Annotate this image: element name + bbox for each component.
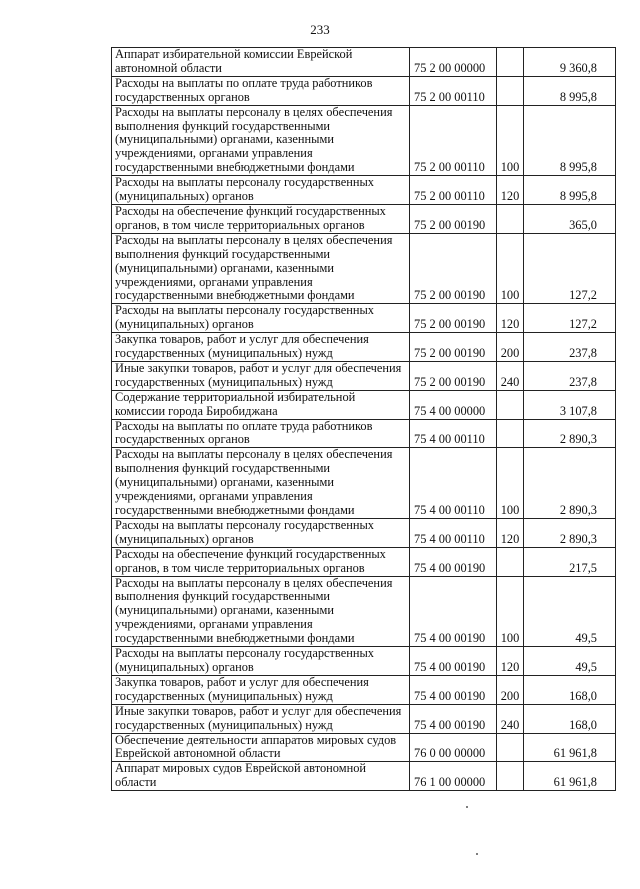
row-name-cell: Расходы на обеспечение функций государственных органов, в том числе территориальных органов <box>112 204 410 233</box>
row-code-cell: 75 2 00 00110 <box>410 76 497 105</box>
table-row <box>112 390 616 419</box>
row-amount-cell: 217,5 <box>524 547 616 576</box>
row-expense-type-cell: 120 <box>497 647 524 676</box>
row-name-cell: Расходы на выплаты персоналу в целях обеспечения выполнения функций государственными (муниципальными) органами, казенными учреждениями, органами управления государственными внебюджетными фондами <box>112 233 410 304</box>
row-expense-type-cell <box>497 547 524 576</box>
row-amount-cell: 8 995,8 <box>524 76 616 105</box>
row-expense-type-cell: 100 <box>497 105 524 176</box>
row-amount-cell: 237,8 <box>524 333 616 362</box>
table-row <box>112 762 616 791</box>
table-row <box>112 675 616 704</box>
row-expense-type-cell <box>497 48 524 77</box>
row-code-cell: 75 4 00 00110 <box>410 419 497 448</box>
row-amount-cell: 2 890,3 <box>524 419 616 448</box>
row-expense-type-cell: 200 <box>497 675 524 704</box>
row-amount-cell: 127,2 <box>524 233 616 304</box>
row-amount-cell: 61 961,8 <box>524 762 616 791</box>
row-amount-cell: 365,0 <box>524 204 616 233</box>
row-name-cell: Расходы на выплаты персоналу в целях обеспечения выполнения функций государственными (муниципальными) органами, казенными учреждениями, органами управления государственными внебюджетными фондами <box>112 576 410 647</box>
row-code-cell: 75 4 00 00190 <box>410 647 497 676</box>
row-code-cell: 75 2 00 00190 <box>410 304 497 333</box>
row-amount-cell: 2 890,3 <box>524 448 616 519</box>
row-code-cell: 75 2 00 00110 <box>410 105 497 176</box>
row-code-cell: 75 4 00 00190 <box>410 675 497 704</box>
budget-table <box>111 47 616 791</box>
row-code-cell: 75 2 00 00190 <box>410 233 497 304</box>
row-expense-type-cell: 100 <box>497 233 524 304</box>
row-expense-type-cell <box>497 204 524 233</box>
row-code-cell: 75 2 00 00190 <box>410 204 497 233</box>
row-expense-type-cell: 120 <box>497 518 524 547</box>
row-amount-cell: 49,5 <box>524 647 616 676</box>
table-row <box>112 233 616 304</box>
row-name-cell: Расходы на выплаты по оплате труда работников государственных органов <box>112 76 410 105</box>
row-amount-cell: 168,0 <box>524 704 616 733</box>
row-expense-type-cell: 120 <box>497 176 524 205</box>
table-row <box>112 333 616 362</box>
row-amount-cell: 237,8 <box>524 361 616 390</box>
scan-speck <box>476 853 478 855</box>
row-name-cell: Расходы на выплаты персоналу государственных (муниципальных) органов <box>112 176 410 205</box>
row-name-cell: Расходы на выплаты персоналу государственных (муниципальных) органов <box>112 304 410 333</box>
row-code-cell: 76 1 00 00000 <box>410 762 497 791</box>
row-expense-type-cell <box>497 419 524 448</box>
row-amount-cell: 2 890,3 <box>524 518 616 547</box>
row-amount-cell: 9 360,8 <box>524 48 616 77</box>
row-expense-type-cell: 240 <box>497 361 524 390</box>
table-row <box>112 48 616 77</box>
row-name-cell: Расходы на выплаты персоналу в целях обеспечения выполнения функций государственными (муниципальными) органами, казенными учреждениями, органами управления государственными внебюджетными фондами <box>112 105 410 176</box>
row-name-cell: Расходы на выплаты персоналу в целях обеспечения выполнения функций государственными (муниципальными) органами, казенными учреждениями, органами управления государственными внебюджетными фондами <box>112 448 410 519</box>
budget-table-body <box>112 48 616 791</box>
table-row <box>112 76 616 105</box>
table-row <box>112 733 616 762</box>
row-code-cell: 76 0 00 00000 <box>410 733 497 762</box>
row-expense-type-cell: 200 <box>497 333 524 362</box>
table-row <box>112 547 616 576</box>
row-name-cell: Расходы на выплаты персоналу государственных (муниципальных) органов <box>112 518 410 547</box>
row-code-cell: 75 4 00 00190 <box>410 576 497 647</box>
row-name-cell: Расходы на выплаты по оплате труда работников государственных органов <box>112 419 410 448</box>
row-code-cell: 75 4 00 00000 <box>410 390 497 419</box>
row-code-cell: 75 4 00 00190 <box>410 547 497 576</box>
row-code-cell: 75 4 00 00110 <box>410 518 497 547</box>
row-expense-type-cell <box>497 733 524 762</box>
row-amount-cell: 49,5 <box>524 576 616 647</box>
row-expense-type-cell: 100 <box>497 576 524 647</box>
row-name-cell: Закупка товаров, работ и услуг для обеспечения государственных (муниципальных) нужд <box>112 333 410 362</box>
row-name-cell: Содержание территориальной избирательной комиссии города Биробиджана <box>112 390 410 419</box>
row-name-cell: Закупка товаров, работ и услуг для обеспечения государственных (муниципальных) нужд <box>112 675 410 704</box>
table-row <box>112 419 616 448</box>
row-name-cell: Иные закупки товаров, работ и услуг для обеспечения государственных (муниципальных) нужд <box>112 704 410 733</box>
row-expense-type-cell <box>497 390 524 419</box>
table-row <box>112 518 616 547</box>
row-name-cell: Обеспечение деятельности аппаратов мировых судов Еврейской автономной области <box>112 733 410 762</box>
row-amount-cell: 61 961,8 <box>524 733 616 762</box>
row-code-cell: 75 4 00 00110 <box>410 448 497 519</box>
row-code-cell: 75 2 00 00110 <box>410 176 497 205</box>
row-code-cell: 75 2 00 00190 <box>410 333 497 362</box>
row-amount-cell: 127,2 <box>524 304 616 333</box>
page-number: 233 <box>310 22 330 37</box>
row-amount-cell: 8 995,8 <box>524 105 616 176</box>
table-row <box>112 448 616 519</box>
row-code-cell: 75 2 00 00190 <box>410 361 497 390</box>
scan-speck <box>466 806 468 808</box>
row-expense-type-cell: 240 <box>497 704 524 733</box>
row-amount-cell: 8 995,8 <box>524 176 616 205</box>
row-name-cell: Аппарат мировых судов Еврейской автономной области <box>112 762 410 791</box>
row-amount-cell: 168,0 <box>524 675 616 704</box>
table-row <box>112 576 616 647</box>
table-row <box>112 361 616 390</box>
row-amount-cell: 3 107,8 <box>524 390 616 419</box>
row-code-cell: 75 2 00 00000 <box>410 48 497 77</box>
table-row <box>112 647 616 676</box>
row-name-cell: Расходы на обеспечение функций государственных органов, в том числе территориальных органов <box>112 547 410 576</box>
table-row <box>112 704 616 733</box>
table-row <box>112 304 616 333</box>
table-row <box>112 176 616 205</box>
row-name-cell: Аппарат избирательной комиссии Еврейской автономной области <box>112 48 410 77</box>
row-expense-type-cell <box>497 762 524 791</box>
row-expense-type-cell: 100 <box>497 448 524 519</box>
table-row <box>112 204 616 233</box>
row-expense-type-cell: 120 <box>497 304 524 333</box>
row-code-cell: 75 4 00 00190 <box>410 704 497 733</box>
row-expense-type-cell <box>497 76 524 105</box>
table-row <box>112 105 616 176</box>
row-name-cell: Иные закупки товаров, работ и услуг для обеспечения государственных (муниципальных) нужд <box>112 361 410 390</box>
row-name-cell: Расходы на выплаты персоналу государственных (муниципальных) органов <box>112 647 410 676</box>
